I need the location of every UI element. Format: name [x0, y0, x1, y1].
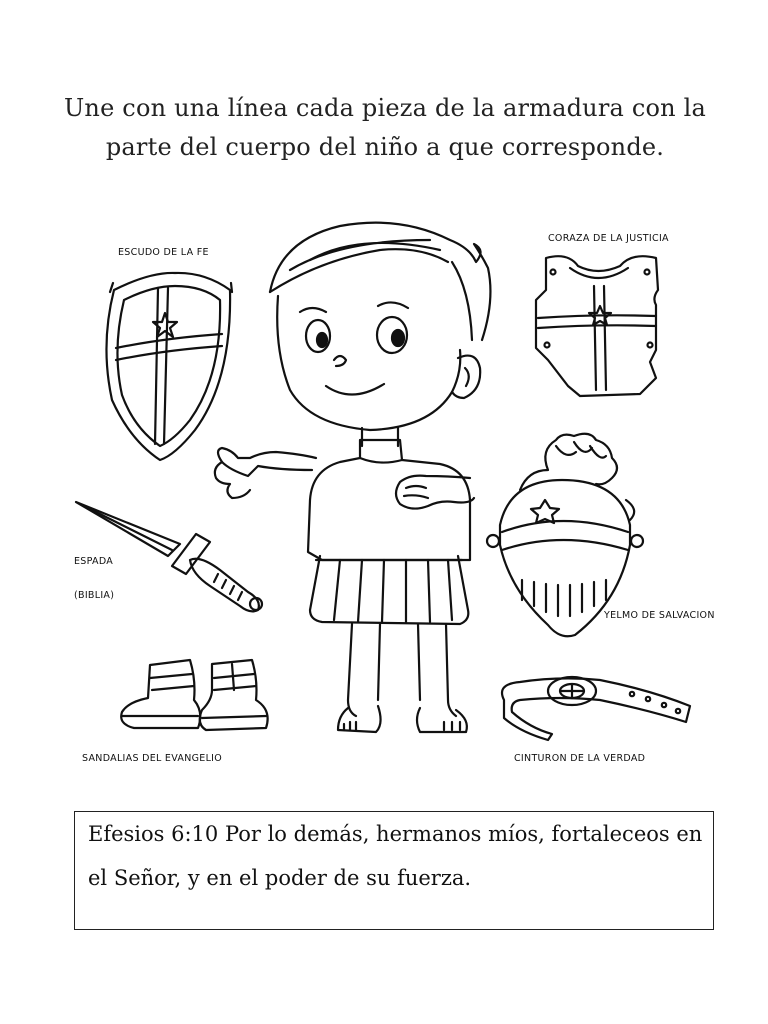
- shield-icon: [106, 273, 232, 460]
- child-illustration: [215, 223, 491, 732]
- helmet-icon: [487, 434, 643, 637]
- breastplate-icon: [536, 256, 658, 396]
- label-sandals: SANDALIAS DEL EVANGELIO: [82, 753, 223, 764]
- verse-line-1: Efesios 6:10 Por lo demás, hermanos míos, fortaleceos en: [88, 822, 703, 846]
- verse-line-2: el Señor, y en el poder de su fuerza.: [88, 866, 472, 890]
- instruction-line-2: parte del cuerpo del niño a que corresponde.: [105, 133, 665, 161]
- label-sword: ESPADA: [74, 556, 114, 567]
- label-belt: CINTURON DE LA VERDAD: [514, 753, 646, 764]
- label-shield: ESCUDO DE LA FE: [118, 247, 209, 258]
- belt-icon: [502, 677, 690, 740]
- label-breastplate: CORAZA DE LA JUSTICIA: [548, 233, 669, 244]
- instruction-line-1: Une con una línea cada pieza de la armadura con la: [63, 94, 706, 122]
- label-sword-note: (BIBLIA): [74, 590, 115, 601]
- label-helmet: YELMO DE SALVACION: [604, 610, 715, 621]
- sandals-icon: [121, 660, 267, 730]
- sword-icon: [76, 502, 262, 611]
